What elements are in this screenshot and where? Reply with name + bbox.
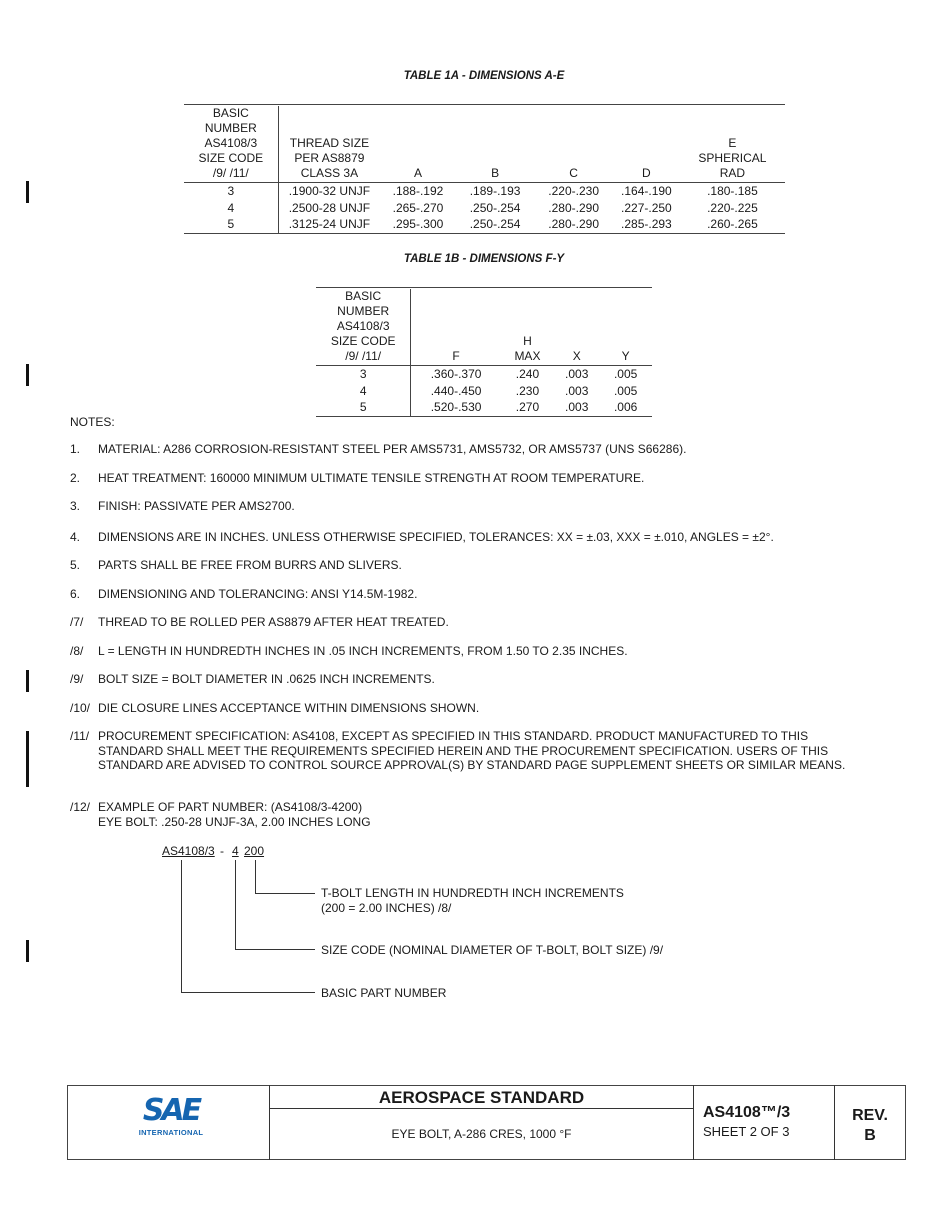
note-number: 2. xyxy=(70,471,81,485)
note-text xyxy=(98,701,868,716)
leader-line-size xyxy=(235,860,236,950)
table-cell: .2500-28 UNJF xyxy=(288,200,371,215)
table-row xyxy=(316,383,652,400)
column-header: Y xyxy=(599,289,652,366)
table-row xyxy=(316,366,652,383)
note-text xyxy=(98,442,868,457)
part-number-size: 4 xyxy=(232,844,239,858)
column-header: B xyxy=(456,106,535,183)
part-description: EYE BOLT, A-286 CRES, 1000 °F xyxy=(391,1127,572,1141)
table-cell: 4 xyxy=(184,200,278,217)
table-1b xyxy=(316,289,652,417)
table-cell: .250-.254 xyxy=(469,200,521,215)
sae-logo-mark: SAE xyxy=(142,1093,200,1128)
table-cell: .230 xyxy=(515,383,540,398)
table-cell: .285-.293 xyxy=(613,216,680,233)
table-cell: .440-.450 xyxy=(430,383,482,398)
leader-line-size xyxy=(235,949,315,950)
table-cell: 5 xyxy=(316,399,411,416)
callout-size: SIZE CODE (NOMINAL DIAMETER OF T-BOLT, BOLT SIZE) /9/ xyxy=(321,943,664,957)
revision-bar xyxy=(26,940,29,962)
table-1b-caption: TABLE 1B - DIMENSIONS F-Y xyxy=(403,253,565,265)
table-cell: .270 xyxy=(501,399,554,416)
table-cell: 3 xyxy=(316,366,411,383)
table-cell: .240 xyxy=(515,367,540,381)
revision-label: REV. xyxy=(852,1107,888,1124)
note-text-line: FINISH: PASSIVATE PER AMS2700. xyxy=(98,499,295,513)
note-text xyxy=(98,558,868,573)
table-cell: .265-.270 xyxy=(392,200,444,215)
leader-line-length xyxy=(255,893,315,894)
table-cell: .003 xyxy=(565,367,589,381)
table-cell: .280-.290 xyxy=(534,216,613,233)
column-header: A xyxy=(380,106,456,183)
table-cell: .005 xyxy=(613,367,638,381)
leader-line-basic xyxy=(181,860,182,993)
revision-bar xyxy=(26,670,29,692)
table-cell: .220-.225 xyxy=(707,200,758,215)
note-text-line: THREAD TO BE ROLLED PER AS8879 AFTER HEAT TREATED. xyxy=(98,615,449,629)
part-number-length: 200 xyxy=(244,844,265,858)
note-text-line: EYE BOLT: .250-28 UNJF-3A, 2.00 INCHES LONG xyxy=(98,814,371,829)
table-cell: .189-.193 xyxy=(469,184,521,198)
column-header: E SPHERICAL RAD xyxy=(680,106,785,183)
note-number: /10/ xyxy=(70,701,91,715)
table-cell: 4 xyxy=(316,383,411,400)
table-cell: .003 xyxy=(554,399,599,416)
callout-basic: BASIC PART NUMBER xyxy=(321,986,447,1000)
table-cell: .520-.530 xyxy=(411,399,501,416)
note-text-line: DIMENSIONING AND TOLERANCING: ANSI Y14.5M-1982. xyxy=(98,587,418,601)
note-text-line: PARTS SHALL BE FREE FROM BURRS AND SLIVERS. xyxy=(98,558,402,572)
note-text xyxy=(98,471,868,486)
revision-bar xyxy=(26,731,29,787)
table-cell: .280-.290 xyxy=(548,200,599,215)
leader-line-length xyxy=(255,860,256,894)
table-cell: .227-.250 xyxy=(621,200,672,215)
table-cell: .006 xyxy=(599,399,652,416)
note-text xyxy=(98,615,868,630)
column-header: H MAX xyxy=(501,289,554,366)
table-cell: .3125-24 UNJF xyxy=(278,216,380,233)
note-text-line: MATERIAL: A286 CORROSION-RESISTANT STEEL PER AMS5731, AMS5732, OR AMS5737 (UNS S66286). xyxy=(98,442,687,456)
part-number-dash: - xyxy=(220,844,224,858)
column-header: BASIC NUMBER AS4108/3 SIZE CODE /9/ /11/ xyxy=(316,289,411,366)
revision-letter: B xyxy=(864,1127,876,1144)
note-number: /12/ xyxy=(70,800,91,814)
callout-length-line1: T-BOLT LENGTH IN HUNDREDTH INCH INCREMENTS xyxy=(321,886,624,900)
revision-bar xyxy=(26,181,29,203)
note-text xyxy=(98,644,868,659)
note-text-line: L = LENGTH IN HUNDREDTH INCHES IN .05 INCH INCREMENTS, FROM 1.50 TO 2.35 INCHES. xyxy=(98,644,628,658)
sheet-number: SHEET 2 OF 3 xyxy=(703,1124,790,1139)
note-text xyxy=(98,672,868,687)
table-row xyxy=(184,183,785,200)
table-cell: .005 xyxy=(613,383,638,398)
standard-title: AEROSPACE STANDARD xyxy=(378,1088,585,1107)
column-header: D xyxy=(613,106,680,183)
table-cell: .1900-32 UNJF xyxy=(288,184,371,198)
table-cell: .164-.190 xyxy=(621,184,672,198)
leader-line-basic xyxy=(181,992,315,993)
table-1a-top-rule xyxy=(184,104,785,105)
table-cell: 5 xyxy=(184,216,278,233)
note-text xyxy=(98,800,868,829)
part-number-basic: AS4108/3 xyxy=(162,844,215,858)
table-cell: .220-.230 xyxy=(548,184,599,198)
note-text xyxy=(98,499,868,514)
note-text-line: DIE CLOSURE LINES ACCEPTANCE WITHIN DIMENSIONS SHOWN. xyxy=(98,701,480,715)
note-text-line: DIMENSIONS ARE IN INCHES. UNLESS OTHERWISE SPECIFIED, TOLERANCES: XX = ±.03, XXX = ±.010, ANGLES = ±2°. xyxy=(98,530,774,544)
column-header: C xyxy=(534,106,613,183)
note-text-line: EXAMPLE OF PART NUMBER: (AS4108/3-4200) xyxy=(98,800,363,814)
column-header: X xyxy=(554,289,599,366)
table-row xyxy=(184,216,785,233)
note-number: 3. xyxy=(70,499,81,513)
note-text xyxy=(98,587,868,602)
table-cell: .180-.185 xyxy=(707,184,758,198)
note-text xyxy=(98,530,868,545)
table-cell: .003 xyxy=(565,383,589,398)
note-number: 1. xyxy=(70,442,81,456)
table-row xyxy=(184,200,785,217)
callout-length-line2: (200 = 2.00 INCHES) /8/ xyxy=(321,900,452,915)
note-number: /8/ xyxy=(70,644,84,658)
column-header: THREAD SIZE PER AS8879 CLASS 3A xyxy=(278,106,380,183)
note-number: 6. xyxy=(70,587,81,601)
note-text-line: HEAT TREATMENT: 160000 MINIMUM ULTIMATE TENSILE STRENGTH AT ROOM TEMPERATURE. xyxy=(98,471,645,485)
note-number: /11/ xyxy=(70,729,90,743)
table-1b-top-rule xyxy=(316,287,652,288)
sae-logo xyxy=(136,1093,206,1137)
table-1a xyxy=(184,106,785,234)
note-number: /9/ xyxy=(70,672,84,686)
note-number: 5. xyxy=(70,558,81,572)
note-text-line: PROCUREMENT SPECIFICATION: AS4108, EXCEPT AS SPECIFIED IN THIS STANDARD. PRODUCT MANUFACTURED TO THIS STANDARD SHALL MEET THE REQUIREMENTS SPECIFIED HEREIN AND THE PROCUREMENT SPECIFICATION. USERS OF THIS STANDARD ARE ADVISED TO CONTROL SOURCE APPROVAL(S) BY STANDARD PAGE SUPPLEMENT SHEETS OR SIMILAR MEANS. xyxy=(98,729,846,772)
title-block-divider xyxy=(693,1085,694,1160)
note-text xyxy=(98,729,868,773)
note-text-line: BOLT SIZE = BOLT DIAMETER IN .0625 INCH INCREMENTS. xyxy=(98,672,435,686)
note-number: /7/ xyxy=(70,615,84,629)
table-cell: 3 xyxy=(184,183,278,200)
column-header: F xyxy=(411,289,501,366)
table-cell: .250-.254 xyxy=(456,216,535,233)
revision-bar xyxy=(26,364,29,386)
table-cell: .295-.300 xyxy=(380,216,456,233)
table-row xyxy=(316,399,652,416)
callout-length xyxy=(321,886,624,915)
column-header: BASIC NUMBER AS4108/3 SIZE CODE /9/ /11/ xyxy=(184,106,278,183)
note-number: 4. xyxy=(70,530,81,544)
table-cell: .188-.192 xyxy=(392,184,444,198)
sae-logo-sub: INTERNATIONAL xyxy=(138,1128,204,1137)
table-cell: .360-.370 xyxy=(430,367,482,381)
notes-title: NOTES: xyxy=(70,415,115,429)
title-block-divider xyxy=(269,1108,693,1109)
table-cell: .260-.265 xyxy=(680,216,785,233)
table-1a-caption: TABLE 1A - DIMENSIONS A-E xyxy=(403,70,565,82)
document-number: AS4108™/3 xyxy=(703,1104,791,1121)
